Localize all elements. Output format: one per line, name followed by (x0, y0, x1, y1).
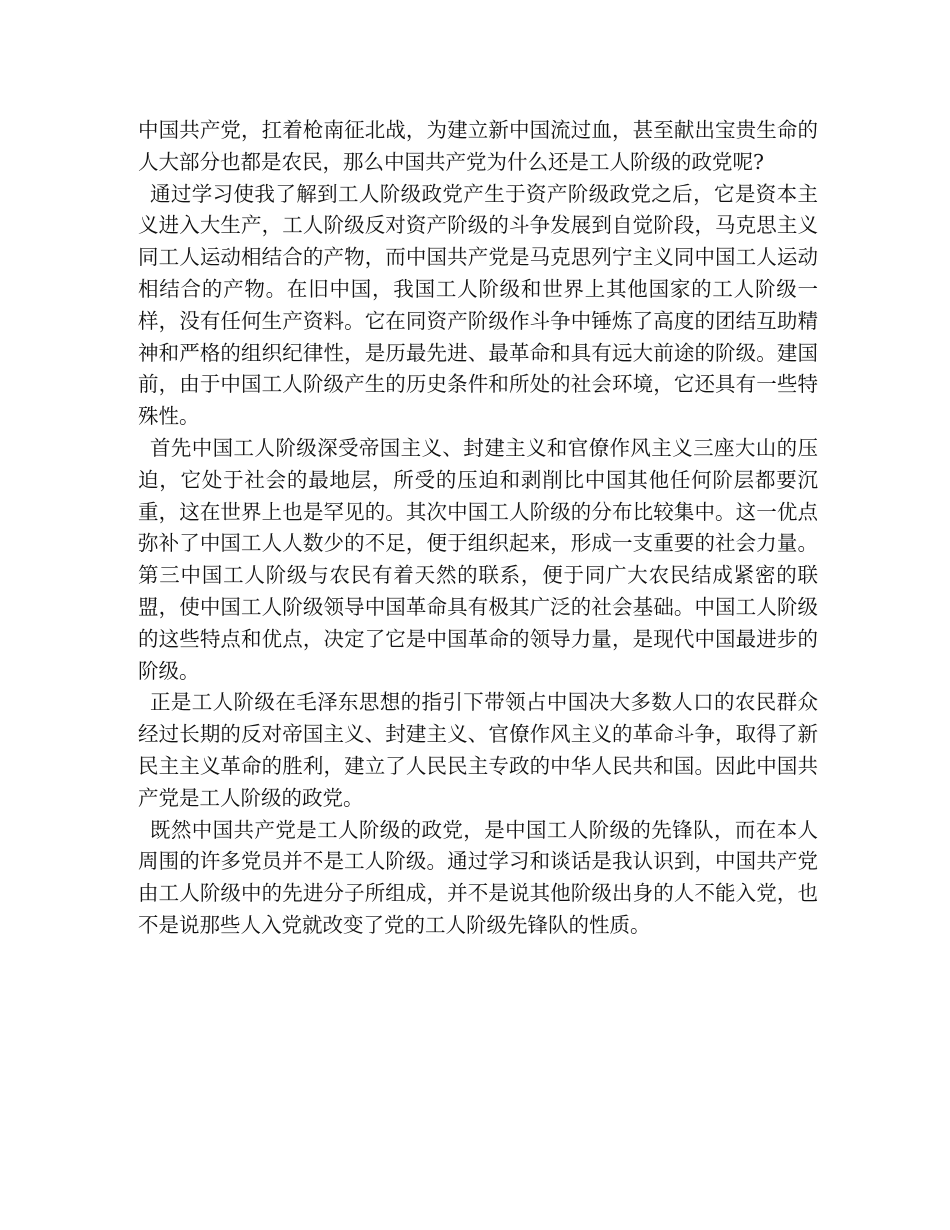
document-body (138, 115, 818, 942)
paragraph-4: 正是工人阶级在毛泽东思想的指引下带领占中国决大多数人口的农民群众经过长期的反对帝国主义、封建主义、官僚作风主义的革命斗争，取得了新民主主义革命的胜利，建立了人民民主专政的中华人民共和国。因此中国共产党是工人阶级的政党。 (138, 690, 818, 810)
paragraph-2: 通过学习使我了解到工人阶级政党产生于资产阶级政党之后，它是资本主义进入大生产，工人阶级反对资产阶级的斗争发展到自觉阶段，马克思主义同工人运动相结合的产物，而中国共产党是马克思列宁主义同中国工人运动相结合的产物。在旧中国，我国工人阶级和世界上其他国家的工人阶级一样，没有任何生产资料。它在同资产阶级作斗争中锤炼了高度的团结互助精神和严格的组织纪律性，是历最先进、最革命和具有远大前途的阶级。建国前，由于中国工人阶级产生的历史条件和所处的社会环境，它还具有一些特殊性。 (138, 181, 818, 429)
paragraph-3: 首先中国工人阶级深受帝国主义、封建主义和官僚作风主义三座大山的压迫，它处于社会的最地层，所受的压迫和剥削比中国其他任何阶层都要沉重，这在世界上也是罕见的。其次中国工人阶级的分布比较集中。这一优点弥补了中国工人人数少的不足，便于组织起来，形成一支重要的社会力量。第三中国工人阶级与农民有着天然的联系，便于同广大农民结成紧密的联盟，使中国工人阶级领导中国革命具有极其广泛的社会基础。中国工人阶级的这些特点和优点，决定了它是中国革命的领导力量，是现代中国最进步的阶级。 (138, 435, 818, 683)
paragraph-5: 既然中国共产党是工人阶级的政党，是中国工人阶级的先锋队，而在本人周围的许多党员并不是工人阶级。通过学习和谈话是我认识到，中国共产党由工人阶级中的先进分子所组成，并不是说其他阶级出身的人不能入党，也不是说那些人入党就改变了党的工人阶级先锋队的性质。 (138, 817, 818, 937)
paragraph-1: 中国共产党，扛着枪南征北战，为建立新中国流过血，甚至献出宝贵生命的人大部分也都是农民，那么中国共产党为什么还是工人阶级的政党呢? (138, 118, 818, 174)
